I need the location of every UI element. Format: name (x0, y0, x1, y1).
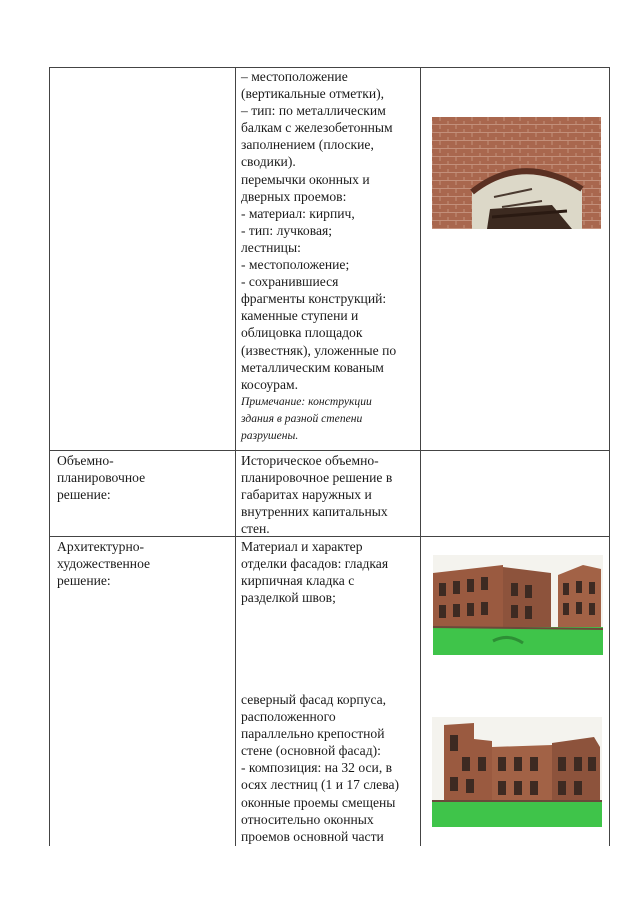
text-line: стен. (241, 521, 270, 537)
row1-text-cell (241, 68, 396, 444)
note-line: разрушены. (241, 428, 299, 442)
text-line: проемов основной части (241, 828, 384, 844)
text-line: - местоположение; (241, 257, 350, 273)
row3-label-cell (57, 538, 150, 589)
text-line: сводики). (241, 154, 296, 170)
row3-facade-text (241, 691, 399, 845)
text-line: дверных проемов: (241, 188, 347, 204)
text-line: габаритах наружных и (241, 487, 372, 503)
label-line: планировочное (57, 470, 146, 486)
ruined-facade-photo-2 (432, 717, 602, 827)
label-line: Архитектурно- (57, 539, 145, 554)
text-line: осях лестниц (1 и 17 слева) (241, 777, 400, 793)
text-line: косоурам. (241, 376, 298, 392)
brick-arch-photo (432, 117, 601, 229)
text-line: металлическим кованым (241, 359, 384, 375)
text-line: фрагменты конструкций: (241, 291, 387, 307)
text-line: Материал и характер (241, 539, 363, 554)
text-line: кирпичная кладка с (241, 573, 355, 589)
text-line: – местоположение (241, 69, 348, 84)
label-line: Объемно- (57, 453, 114, 468)
text-line: северный фасад корпуса, (241, 692, 387, 707)
text-line: - тип: лучковая; (241, 222, 333, 238)
column-divider-2 (420, 67, 421, 846)
text-line: внутренних капитальных (241, 504, 388, 520)
row2-label-cell (57, 452, 145, 503)
text-line: (известняк), уложенные по (241, 342, 397, 358)
note-line: Примечание: конструкции (241, 394, 372, 408)
text-line: параллельно крепостной (241, 726, 385, 742)
text-line: – тип: по металлическим (241, 103, 386, 119)
row3-text-cell (241, 538, 388, 606)
table-border-right (609, 67, 610, 846)
text-line: заполнением (плоские, (241, 137, 374, 153)
row-divider-1 (49, 450, 610, 451)
text-line: (вертикальные отметки), (241, 86, 385, 102)
text-line: перемычки оконных и (241, 171, 370, 187)
text-line: стене (основной фасад): (241, 743, 381, 759)
text-line: оконные проемы смещены (241, 794, 396, 810)
row2-text-cell (241, 452, 392, 537)
column-divider-1 (235, 67, 236, 846)
text-line: лестницы: (241, 239, 301, 255)
ruined-facade-photo-1 (433, 555, 603, 655)
text-line: относительно оконных (241, 811, 374, 827)
table-border-left (49, 67, 50, 846)
text-line: разделкой швов; (241, 590, 336, 606)
text-line: облицовка площадок (241, 325, 363, 341)
text-line: балкам с железобетонным (241, 120, 393, 136)
note-line: здания в разной степени (241, 411, 363, 425)
text-line: Историческое объемно- (241, 453, 379, 468)
text-line: каменные ступени и (241, 308, 359, 324)
label-line: решение: (57, 487, 111, 503)
text-line: - сохранившиеся (241, 274, 339, 290)
label-line: художественное (57, 556, 151, 572)
text-line: расположенного (241, 709, 336, 725)
text-line: - композиция: на 32 оси, в (241, 760, 393, 776)
document-table (49, 67, 610, 846)
text-line: - материал: кирпич, (241, 205, 355, 221)
label-line: решение: (57, 573, 111, 589)
text-line: планировочное решение в (241, 470, 393, 486)
text-line: отделки фасадов: гладкая (241, 556, 389, 572)
